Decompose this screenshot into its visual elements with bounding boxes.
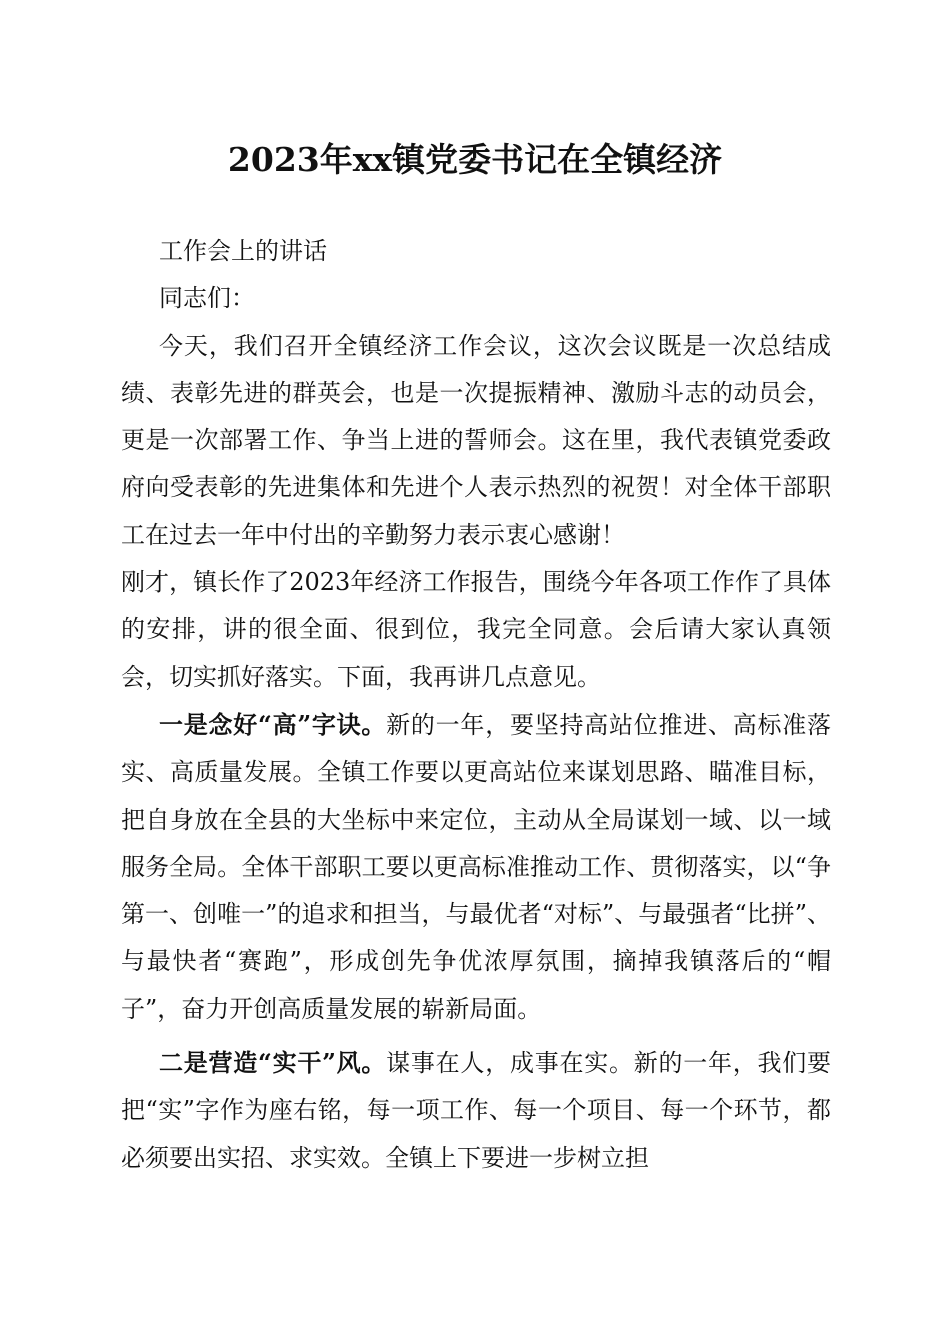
point-one-heading: 一是念好“高”字诀。: [159, 709, 387, 739]
document-body: [121, 228, 831, 1182]
salutation: 同志们：: [159, 284, 255, 313]
point-one-text: 新的一年，要坚持高站位推进、高标准落实、高质量发展。全镇工作要以更高站位来谋划思路、瞄准目标，把自身放在全县的大坐标中来定位，主动从全局谋划一域、以一域服务全局。全体干部职工要以更高标准推动工作、贯彻落实，以“争第一、创唯一”的追求和担当，与最优者“对标”、与最强者“比拼”、与最快者“赛跑”，形成创先争优浓厚氛围，摘掉我镇落后的“帽子”，奋力开创高质量发展的崭新局面。: [121, 710, 832, 1023]
subtitle-line: 工作会上的讲话: [159, 237, 327, 265]
paragraph-point-one: [121, 701, 831, 1033]
document-title: 2023年xx镇党委书记在全镇经济: [227, 140, 723, 179]
paragraph-report: 刚才，镇长作了2023年经济工作报告，围绕今年各项工作作了具体的安排，讲的很全面、很到位，我完全同意。会后请大家认真领会，切实抓好落实。下面，我再讲几点意见。: [121, 568, 831, 691]
point-two-heading: 二是营造“实干”风。: [159, 1048, 387, 1078]
paragraph-opening: 今天，我们召开全镇经济工作会议，这次会议既是一次总结成绩、表彰先进的群英会，也是一次提振精神、激励斗志的动员会，更是一次部署工作、争当上进的誓师会。这在里，我代表镇党委政府向受表彰的先进集体和先进个人表示热烈的祝贺！对全体干部职工在过去一年中付出的辛勤努力表示衷心感谢！: [121, 331, 831, 549]
paragraph-point-two: [121, 1039, 831, 1182]
point-two-text: 谋事在人，成事在实。新的一年，我们要把“实”字作为座右铭，每一项工作、每一个项目、每一个环节，都必须要出实招、求实效。全镇上下要进一步树立担: [121, 1049, 832, 1172]
